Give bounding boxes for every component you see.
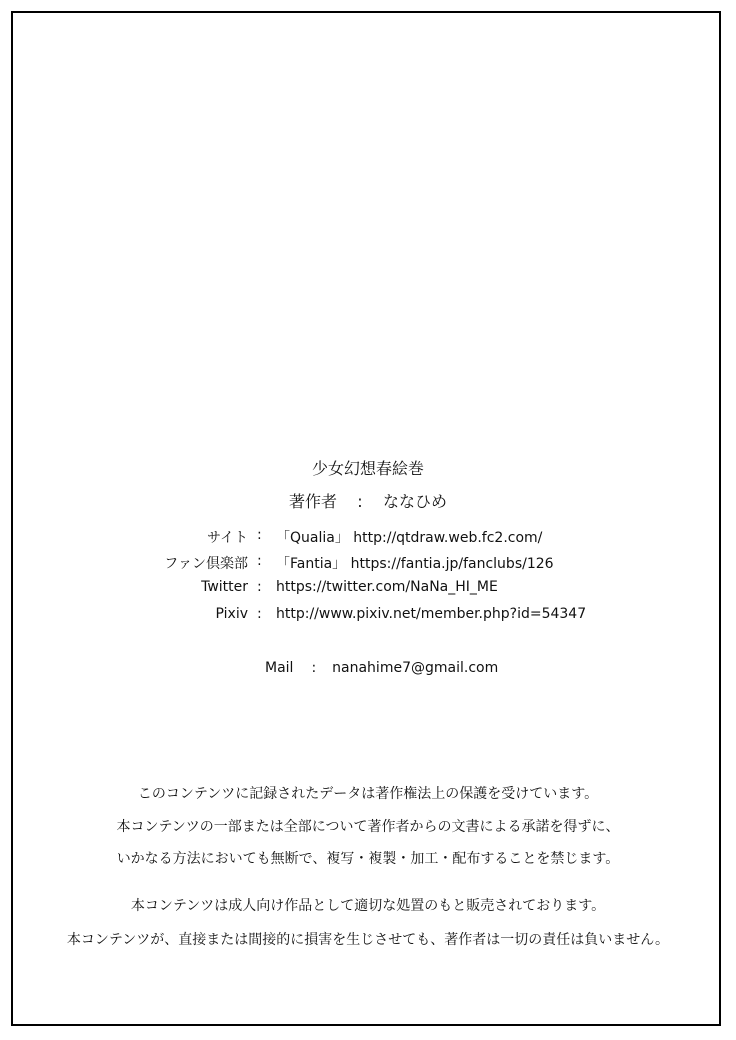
mail-line bbox=[265, 660, 498, 676]
info-label: サイト bbox=[206, 530, 248, 546]
info-separator: : bbox=[257, 553, 262, 569]
info-row-fanclub bbox=[0, 553, 736, 573]
author-label: 著作者 bbox=[288, 492, 337, 511]
mail-address: nanahime7@gmail.com bbox=[332, 660, 499, 676]
disclaimer-line: 本コンテンツは成人向け作品として適切な処置のもと販売されております。 bbox=[130, 898, 606, 914]
info-value: 「Qualia」 http://qtdraw.web.fc2.com/ bbox=[276, 530, 543, 546]
copyright-notice-line: 本コンテンツの一部または全部について著作者からの文書による承諾を得ずに、 bbox=[116, 819, 620, 835]
info-row-twitter bbox=[0, 579, 736, 599]
info-value: http://www.pixiv.net/member.php?id=54347 bbox=[276, 606, 587, 622]
mail-separator: : bbox=[311, 660, 317, 676]
info-separator: : bbox=[257, 606, 262, 622]
work-title: 少女幻想春絵巻 bbox=[311, 459, 424, 478]
info-separator: : bbox=[257, 579, 262, 595]
info-value: https://twitter.com/NaNa_HI_ME bbox=[276, 579, 498, 595]
author-separator: : bbox=[357, 492, 363, 511]
page-border bbox=[11, 11, 721, 1026]
info-label: Pixiv bbox=[215, 606, 248, 622]
info-value: 「Fantia」 https://fantia.jp/fanclubs/126 bbox=[276, 556, 554, 572]
copyright-notice-line: このコンテンツに記録されたデータは著作権法上の保護を受けています。 bbox=[137, 786, 599, 802]
info-label: ファン倶楽部 bbox=[164, 556, 248, 572]
copyright-notice-line: いかなる方法においても無断で、複写・複製・加工・配布することを禁じます。 bbox=[116, 851, 620, 867]
info-separator: : bbox=[257, 527, 262, 543]
mail-label: Mail bbox=[265, 660, 294, 676]
info-row-pixiv bbox=[0, 606, 736, 626]
info-label: Twitter bbox=[201, 579, 248, 595]
disclaimer-line: 本コンテンツが、直接または間接的に損害を生じさせても、著作者は一切の責任は負いません。 bbox=[66, 932, 670, 948]
author-name: ななひめ bbox=[383, 492, 448, 511]
author-line bbox=[0, 489, 736, 512]
info-row-site bbox=[0, 527, 736, 547]
